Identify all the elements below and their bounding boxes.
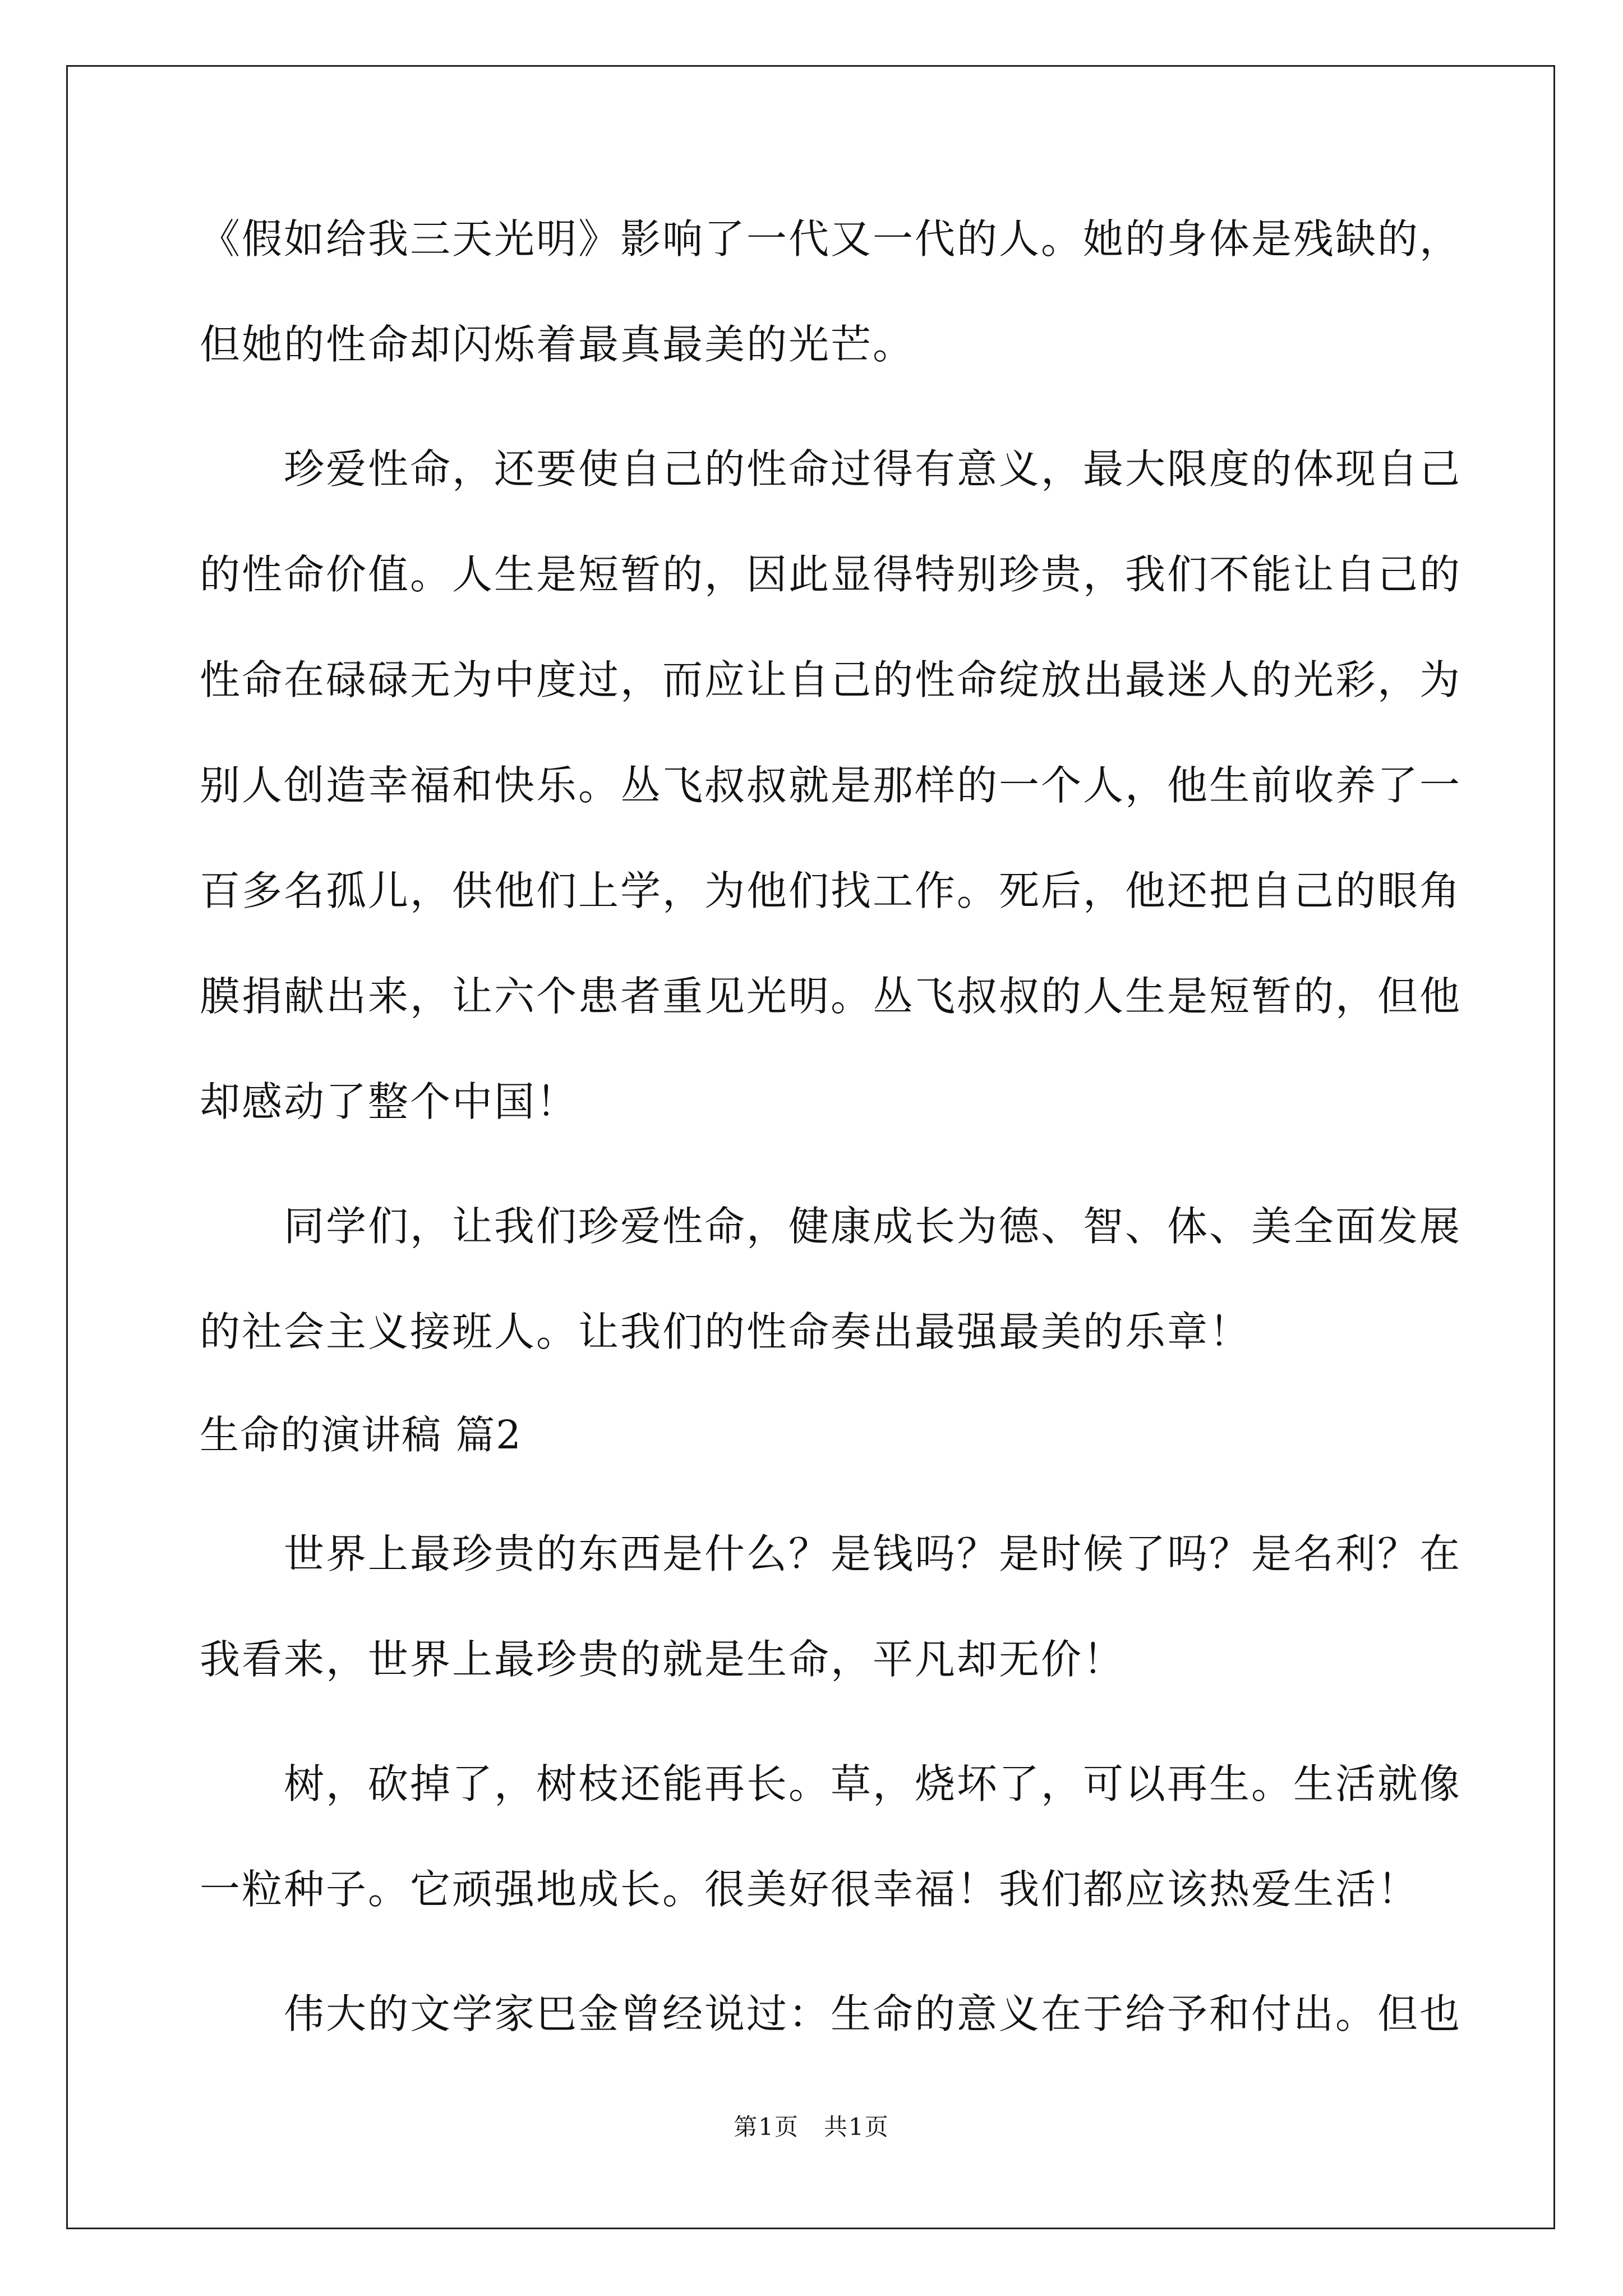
text-line: 我看来，世界上最珍贵的就是生命，平凡却无价！ bbox=[200, 1636, 1126, 1683]
text-line: 一粒种子。它顽强地成长。很美好很幸福！我们都应该热爱生活！ bbox=[200, 1866, 1420, 1913]
text-line: 别人创造幸福和快乐。丛飞叔叔就是那样的一个人，他生前收养了一 bbox=[200, 762, 1462, 809]
text-line: 百多名孤儿，供他们上学，为他们找工作。死后，他还把自己的眼角 bbox=[200, 867, 1462, 914]
paragraph-first-line: 树，砍掉了，树枝还能再长。草，烧坏了，可以再生。生活就像 bbox=[284, 1760, 1462, 1807]
text-line: 《假如给我三天光明》影响了一代又一代的人。她的身体是残缺的， bbox=[200, 215, 1462, 263]
text-line: 的社会主义接班人。让我们的性命奏出最强最美的乐章！ bbox=[200, 1308, 1252, 1355]
page-number-footer: 第1页 共1页 bbox=[734, 2113, 889, 2141]
text-line: 但她的性命却闪烁着最真最美的光芒。 bbox=[200, 321, 915, 368]
text-line: 性命在碌碌无为中度过，而应让自己的性命绽放出最迷人的光彩，为 bbox=[200, 656, 1462, 703]
text-line: 的性命价值。人生是短暂的，因此显得特别珍贵，我们不能让自己的 bbox=[200, 551, 1462, 598]
paragraph-first-line: 同学们，让我们珍爱性命，健康成长为德、智、体、美全面发展 bbox=[284, 1203, 1462, 1250]
text-line: 却感动了整个中国！ bbox=[200, 1078, 579, 1125]
paragraph-first-line: 伟大的文学家巴金曾经说过：生命的意义在于给予和付出。但也 bbox=[284, 1990, 1462, 2037]
text-line: 膜捐献出来，让六个患者重见光明。丛飞叔叔的人生是短暂的，但他 bbox=[200, 973, 1462, 1020]
section-heading: 生命的演讲稿 篇2 bbox=[200, 1412, 522, 1458]
paragraph-first-line: 世界上最珍贵的东西是什么？是钱吗？是时候了吗？是名利？在 bbox=[284, 1530, 1462, 1577]
paragraph-first-line: 珍爱性命，还要使自己的性命过得有意义，最大限度的体现自己 bbox=[284, 445, 1462, 493]
